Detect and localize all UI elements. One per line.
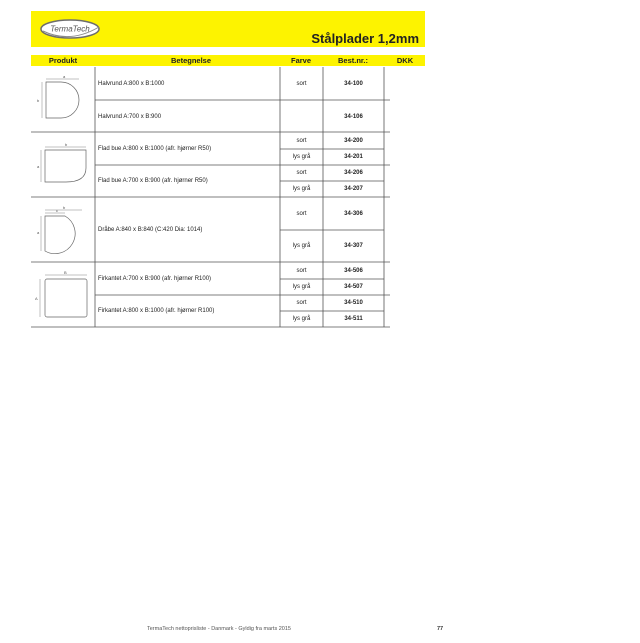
- color-cell: lys grå: [292, 154, 311, 160]
- order-code: 34-307: [344, 243, 363, 249]
- order-code: 34-200: [344, 138, 363, 144]
- color-cell: sort: [296, 138, 307, 144]
- page-number: 77: [437, 626, 444, 632]
- color-cell: sort: [296, 81, 307, 87]
- dim-label: b: [65, 142, 68, 147]
- drawing-firkantet: [40, 275, 87, 317]
- order-code: 34-106: [344, 114, 363, 120]
- color-cell: sort: [296, 170, 307, 176]
- designation: Firkantet A:700 x B:900 (afr. hjørner R100): [98, 276, 212, 282]
- col-color: Farve: [290, 56, 311, 65]
- order-code: 34-201: [344, 154, 363, 160]
- dim-label: a: [37, 164, 40, 169]
- color-cell: sort: [296, 300, 307, 306]
- order-code: 34-507: [344, 284, 363, 290]
- dim-label: c: [56, 208, 58, 213]
- dim-label: B: [64, 270, 67, 275]
- designation: Halvrund A:700 x B:900: [98, 114, 162, 120]
- order-code: 34-511: [344, 316, 363, 322]
- order-code: 34-510: [344, 300, 363, 306]
- color-cell: lys grå: [292, 316, 311, 322]
- dim-label: A: [35, 296, 38, 301]
- col-product: Produkt: [48, 56, 78, 65]
- designation: Halvrund A:800 x B:1000: [98, 81, 165, 87]
- designation: Dråbe A:840 x B:840 (C:420 Dia: 1014): [98, 227, 203, 233]
- logo-text: TermaTech: [50, 24, 90, 34]
- color-cell: lys grå: [292, 284, 311, 290]
- designation: Flad bue A:700 x B:900 (afr. hjørner R50): [98, 178, 208, 184]
- col-price: DKK: [396, 56, 414, 65]
- designation: Firkantet A:800 x B:1000 (afr. hjørner R100): [98, 308, 215, 314]
- page-title: Stålplader 1,2mm: [311, 31, 419, 46]
- drawing-halvrund: [42, 79, 79, 118]
- order-code: 34-100: [344, 81, 363, 87]
- dim-label: b: [63, 205, 66, 210]
- color-cell: lys grå: [292, 186, 311, 192]
- order-code: 34-306: [344, 211, 363, 217]
- order-code: 34-206: [344, 170, 363, 176]
- drawing-draabe: [41, 210, 82, 254]
- col-designation: Betegnelse: [170, 56, 212, 65]
- dim-label: b: [37, 98, 40, 103]
- color-cell: sort: [296, 268, 307, 274]
- color-cell: lys grå: [292, 243, 311, 249]
- col-order-no: Best.nr.:: [337, 56, 368, 65]
- dim-label: a: [63, 74, 66, 79]
- drawing-flad-bue: [41, 147, 86, 182]
- order-code: 34-506: [344, 268, 363, 274]
- footer-text: TermaTech nettoprisliste - Danmark - Gyldig fra marts 2015: [147, 626, 291, 632]
- order-code: 34-207: [344, 186, 363, 192]
- dim-label: a: [37, 230, 40, 235]
- color-cell: sort: [296, 211, 307, 217]
- designation: Flad bue A:800 x B:1000 (afr. hjørner R50): [98, 146, 212, 152]
